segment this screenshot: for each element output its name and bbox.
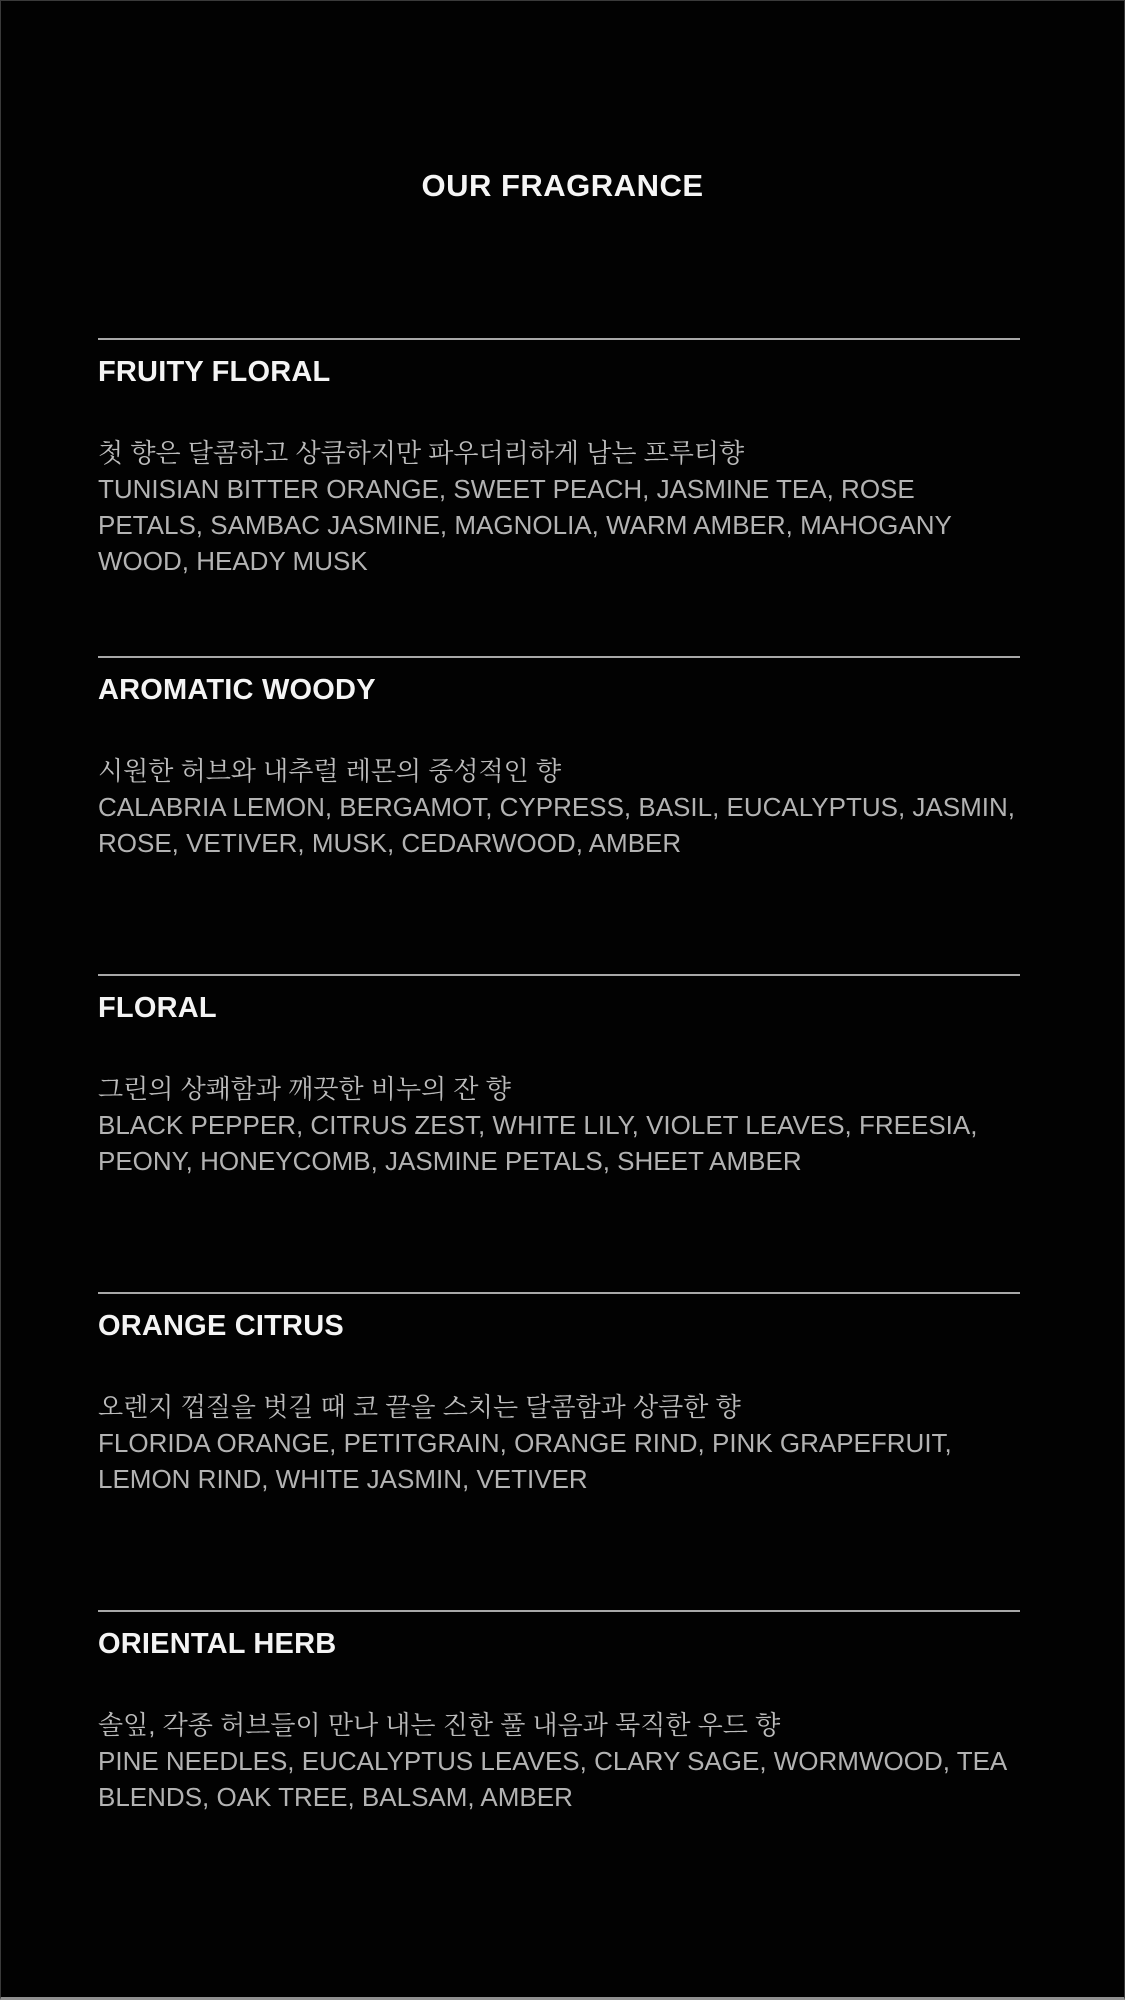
fragrance-section-aromatic-woody — [98, 656, 1038, 861]
description-korean: 그린의 상쾌함과 깨끗한 비누의 잔 향 — [98, 1074, 511, 1104]
notes-line: TUNISIAN BITTER ORANGE, SWEET PEACH, JASMINE TEA, ROSE — [98, 474, 915, 504]
section-description — [98, 1389, 1038, 1497]
description-korean: 시원한 허브와 내추럴 레몬의 중성적인 향 — [98, 756, 562, 786]
section-heading: ORANGE CITRUS — [98, 1310, 344, 1342]
notes-line: PINE NEEDLES, EUCALYPTUS LEAVES, CLARY SAGE, WORMWOOD, TEA — [98, 1746, 1008, 1776]
section-description — [98, 1707, 1038, 1815]
description-korean: 첫 향은 달콤하고 상큼하지만 파우더리하게 남는 프루티향 — [98, 438, 745, 468]
description-korean: 오렌지 껍질을 벗길 때 코 끝을 스치는 달콤함과 상큼한 향 — [98, 1392, 741, 1422]
notes-line: PEONY, HONEYCOMB, JASMINE PETALS, SHEET AMBER — [98, 1146, 802, 1176]
notes-line: CALABRIA LEMON, BERGAMOT, CYPRESS, BASIL, EUCALYPTUS, JASMIN, — [98, 792, 1015, 822]
section-heading: FRUITY FLORAL — [98, 356, 331, 388]
section-divider — [98, 1292, 1020, 1294]
fragrance-section-oriental-herb — [98, 1610, 1038, 1815]
notes-line: BLACK PEPPER, CITRUS ZEST, WHITE LILY, VIOLET LEAVES, FREESIA, — [98, 1110, 978, 1140]
section-heading: FLORAL — [98, 992, 217, 1024]
notes-line: LEMON RIND, WHITE JASMIN, VETIVER — [98, 1464, 588, 1494]
section-description — [98, 753, 1038, 861]
notes-line: WOOD, HEADY MUSK — [98, 546, 368, 576]
notes-line: BLENDS, OAK TREE, BALSAM, AMBER — [98, 1782, 573, 1812]
section-divider — [98, 656, 1020, 658]
fragrance-section-orange-citrus — [98, 1292, 1038, 1497]
section-heading: ORIENTAL HERB — [98, 1628, 337, 1660]
section-divider — [98, 1610, 1020, 1612]
section-divider — [98, 338, 1020, 340]
notes-line: PETALS, SAMBAC JASMINE, MAGNOLIA, WARM AMBER, MAHOGANY — [98, 510, 952, 540]
notes-line: FLORIDA ORANGE, PETITGRAIN, ORANGE RIND, PINK GRAPEFRUIT, — [98, 1428, 952, 1458]
fragrance-section-fruity-floral — [98, 338, 1038, 579]
section-description — [98, 435, 1038, 579]
notes-line: ROSE, VETIVER, MUSK, CEDARWOOD, AMBER — [98, 828, 682, 858]
description-korean: 솔잎, 각종 허브들이 만나 내는 진한 풀 내음과 묵직한 우드 향 — [98, 1710, 781, 1740]
fragrance-section-floral — [98, 974, 1038, 1179]
section-divider — [98, 974, 1020, 976]
section-heading: AROMATIC WOODY — [98, 674, 376, 706]
section-description — [98, 1071, 1038, 1179]
page-title: OUR FRAGRANCE — [421, 168, 704, 203]
